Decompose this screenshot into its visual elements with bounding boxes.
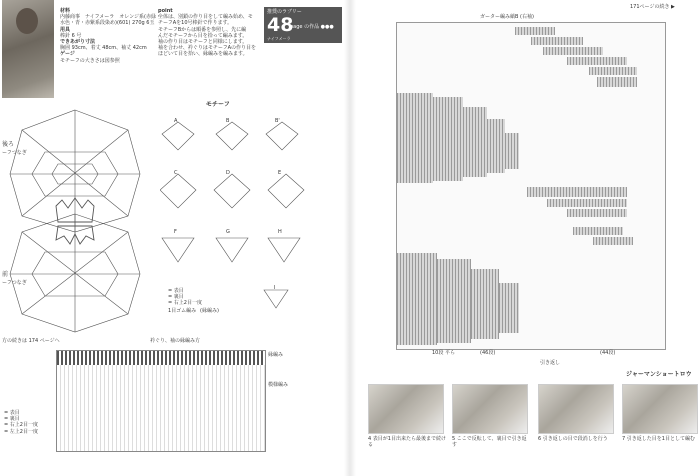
- header-small: 推奨のラブリー: [267, 9, 302, 15]
- chart-band: [589, 67, 637, 75]
- motif-letter-e: E: [278, 170, 282, 176]
- legend-item: = 右上2目一度: [168, 300, 202, 307]
- chart-band: [547, 199, 627, 207]
- continue-note: 171ページの続き ▶: [630, 4, 675, 10]
- chart-border-row: [57, 351, 265, 365]
- motif-letter-b-prime: B': [275, 118, 280, 124]
- chart-legend-item: = 右上2目一度: [4, 422, 38, 429]
- chart-band: [567, 209, 627, 217]
- page-header-badge: [264, 7, 342, 43]
- edge-chart-title: 衿ぐり、袖の縁編み方: [150, 338, 201, 344]
- motif-title: モチーフ: [206, 101, 230, 108]
- chart-band: [543, 47, 603, 55]
- step-photo-6: [538, 384, 614, 434]
- step-caption-6: 6 引き返しの目で段消しを行う: [538, 436, 608, 442]
- point-line: チーフAを10号棒針で作ります。: [158, 20, 233, 27]
- point-label: point: [158, 8, 173, 14]
- point-line: モチーフBからは順番を参照し、先に編: [158, 26, 247, 33]
- point-block: [158, 8, 262, 58]
- tools-label: 用具: [60, 26, 71, 33]
- continued-note: 方の続きは 174 ページへ: [2, 338, 60, 344]
- chart-band: [515, 27, 555, 35]
- stripe-chart: [396, 22, 666, 350]
- chart-legend-item: = 左上2目一度: [4, 428, 38, 435]
- motif-letter-i: I: [274, 285, 276, 291]
- motif-letter-d: D: [226, 170, 230, 176]
- chart-band: [597, 77, 637, 87]
- axis-label: (44段): [600, 350, 616, 356]
- edge-note-sub: (縁編み): [200, 308, 219, 314]
- motif-letter-h: H: [278, 229, 282, 235]
- pattern-label: 模様編み: [268, 382, 289, 388]
- axis-label: 引き返し: [540, 360, 561, 366]
- axis-label: (46段): [480, 350, 496, 356]
- point-line: 全体は、別鎖の作り目をして編み始め、モ: [158, 14, 253, 21]
- motif-letter-a: A: [174, 118, 178, 124]
- materials-text-1: 内藤商事 ナイフメーラ オレンジ系(赤緑・: [60, 14, 162, 21]
- motif-letter-c: C: [174, 170, 178, 176]
- edge-label: 縁編み: [268, 352, 284, 358]
- chart-band: [567, 57, 627, 65]
- model-photo: [2, 0, 54, 98]
- chart-wedge-upper: [397, 93, 433, 183]
- materials-label: 材料: [60, 8, 71, 14]
- chart-wedge-upper: [505, 133, 519, 169]
- stitch-legend: [168, 288, 202, 307]
- chart-legend-item: = 裏目: [4, 416, 20, 423]
- chart-legend-item: = 表目: [4, 410, 20, 416]
- step-caption-7: 7 引き返した目を1目として編む: [622, 436, 695, 442]
- chart-wedge-upper: [487, 119, 505, 173]
- motif-letter-f: F: [174, 229, 177, 235]
- point-line: 袖の作り目はモチーフと同様にします。: [158, 39, 248, 46]
- page-gutter: [344, 0, 356, 476]
- legend-item: = 裏目: [168, 294, 184, 301]
- axis-label: 10段 平ら: [432, 350, 455, 356]
- header-sub: ナイフメーラ: [267, 36, 291, 41]
- materials-text-2: 水色・青・赤紫系段染め)(601) 270g 6玉: [60, 20, 155, 27]
- legend-item: = 表目: [168, 288, 184, 294]
- step-section-title: ジャーマンショートロウ: [626, 371, 692, 378]
- tools-text: 棒針 6 号: [60, 32, 82, 39]
- motif-samples: [160, 112, 340, 312]
- chart-wedge-lower: [397, 253, 437, 345]
- step-caption-4: 4 表目が1目出来たら最後まで続ける: [368, 436, 446, 449]
- chart-legend: [4, 410, 38, 435]
- front-join-label: ーフつなぎ: [2, 280, 27, 286]
- chart-wedge-lower: [499, 283, 519, 333]
- point-line: 袖を合わせ、衿ぐりはモチーフAの作り目を: [158, 45, 257, 52]
- header-page-number: 48: [267, 14, 294, 36]
- step-photo-5: [452, 384, 528, 434]
- back-label: 後ろ: [2, 141, 15, 148]
- point-line: んだモチーフから目を拾って編みます。: [158, 32, 248, 39]
- motif-letter-g: G: [226, 229, 230, 235]
- materials-block: [60, 8, 161, 64]
- chart-band: [527, 187, 627, 197]
- edge-note: 1目ゴム編み: [168, 308, 197, 314]
- gauge-text: モチーフの大きさは図参照: [60, 57, 120, 64]
- edge-stitch-chart: [56, 350, 266, 452]
- size-label: できあがり寸法: [60, 39, 96, 46]
- chart-wedge-upper: [463, 107, 487, 177]
- step-caption-5: 5 ここで反転して、裏目で引き返す: [452, 436, 527, 449]
- chart-band: [593, 237, 633, 245]
- chart-band: [573, 227, 623, 235]
- front-label: 前: [2, 271, 9, 278]
- chart-band: [531, 37, 583, 45]
- point-line: ほどいて目を拾い、縁編みを編みます。: [158, 51, 248, 58]
- chart-wedge-lower: [471, 269, 499, 339]
- step-photo-4: [368, 384, 444, 434]
- back-join-label: ーフつなぎ: [2, 150, 27, 156]
- motif-layout-diagram: [0, 104, 150, 340]
- chart-title: ガーター編み縞B (右袖): [480, 14, 534, 20]
- chart-wedge-upper: [433, 97, 463, 181]
- header-page-suffix: page の作品 ●●●: [290, 24, 334, 30]
- size-text: 胸囲 93cm、着丈 48cm、袖丈 42cm: [60, 45, 147, 52]
- gauge-label: ゲージ: [60, 51, 75, 58]
- chart-wedge-lower: [437, 259, 471, 343]
- step-photo-7: [622, 384, 698, 434]
- motif-letter-b: B: [226, 118, 230, 124]
